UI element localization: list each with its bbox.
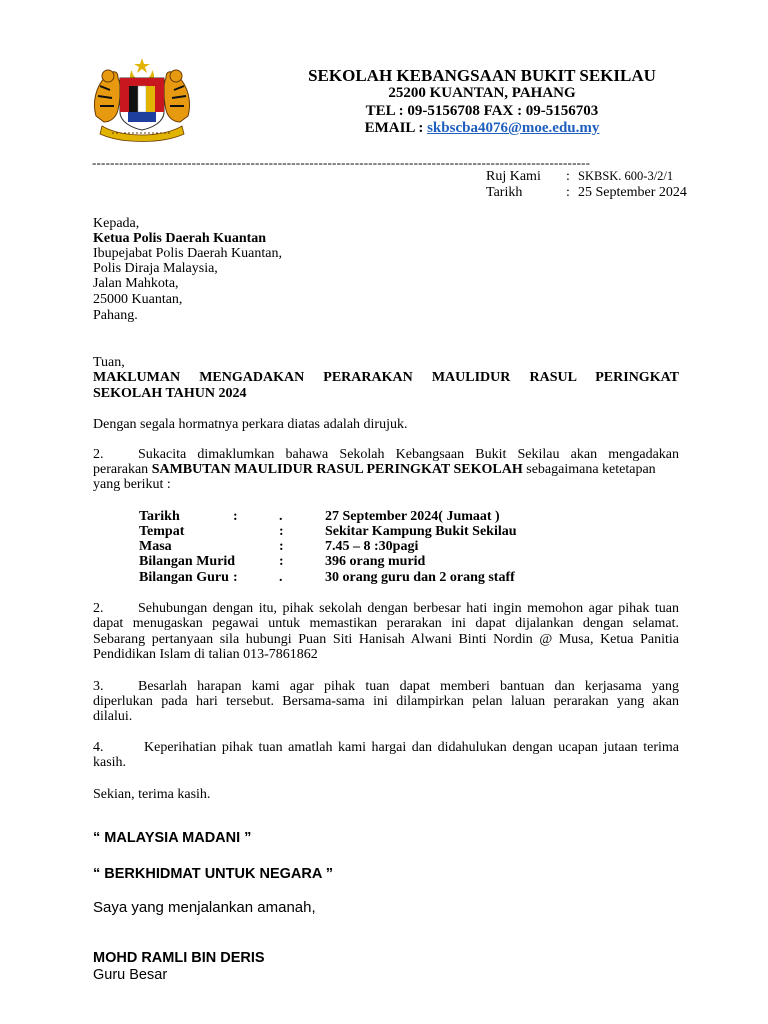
detail-separator: : xyxy=(279,554,284,569)
signer-title: Guru Besar xyxy=(93,967,168,983)
school-name: SEKOLAH KEBANGSAAN BUKIT SEKILAU xyxy=(308,66,656,85)
detail-label: Masa xyxy=(139,539,172,554)
tarikh-colon: : xyxy=(566,185,570,200)
coat-of-arms-emblem xyxy=(88,56,196,144)
recipient-address-line: 25000 Kuantan, xyxy=(93,292,183,307)
recipient-title: Ketua Polis Daerah Kuantan xyxy=(93,231,267,246)
email-link[interactable]: skbscba4076@moe.edu.my xyxy=(427,120,600,136)
motto-berkhidmat: “ BERKHIDMAT UNTUK NEGARA ” xyxy=(93,866,334,882)
para-number: 3. xyxy=(93,679,104,694)
detail-label: Tempat xyxy=(139,524,185,539)
closing: Sekian, terima kasih. xyxy=(93,787,211,802)
reference-tarikh xyxy=(486,185,687,201)
school-address: 25200 KUANTAN, PAHANG xyxy=(388,85,576,101)
motto-malaysia-madani: “ MALAYSIA MADANI ” xyxy=(93,830,252,846)
recipient-address-line: Jalan Mahkota, xyxy=(93,276,179,291)
para-text: Sehubungan dengan itu, pihak sekolah dengan berbesar hati ingin memohon agar pihak tuan xyxy=(138,601,679,616)
para-3-line-1 xyxy=(93,601,679,617)
para-4-line-1 xyxy=(93,679,679,695)
tarikh-value: 25 September 2024 xyxy=(578,185,687,200)
para-4-line-2: diperlukan pada hari tersebut. Bersama-sama ini dilampirkan pelan laluan perarakan yang akan xyxy=(93,694,679,709)
ruj-colon: : xyxy=(566,169,570,184)
para-4-line-3: dilalui. xyxy=(93,709,133,724)
reference-ruj-kami xyxy=(486,169,673,185)
school-email-line xyxy=(200,120,764,137)
tarikh-label: Tarikh xyxy=(486,185,523,200)
signer-name: MOHD RAMLI BIN DERIS xyxy=(93,950,265,966)
para-5-line-1 xyxy=(93,740,679,756)
ruj-label: Ruj Kami xyxy=(486,169,541,184)
ruj-value: SKBSK. 600-3/2/1 xyxy=(578,169,674,183)
detail-value: 396 orang murid xyxy=(325,554,426,569)
para-number: 2. xyxy=(93,601,104,616)
email-label: EMAIL : xyxy=(364,120,428,136)
para-3-line-4: Pendidikan Islam di talian 013-7861862 xyxy=(93,647,318,662)
para-text: perarakan xyxy=(93,462,152,477)
school-tel-fax: TEL : 09-5156708 FAX : 09-5156703 xyxy=(365,103,599,119)
intro-paragraph: Dengan segala hormatnya perkara diatas adalah dirujuk. xyxy=(93,417,408,432)
para-number: 2. xyxy=(93,447,104,462)
recipient-greeting: Kepada, xyxy=(93,216,140,231)
detail-label: Tarikh : xyxy=(139,509,238,524)
event-name: SAMBUTAN MAULIDUR RASUL PERINGKAT SEKOLAH xyxy=(151,462,523,477)
recipient-address-line: Pahang. xyxy=(93,308,138,323)
detail-label: Bilangan Murid xyxy=(139,554,236,569)
para-text: Keperihatian pihak tuan amatlah kami hargai dan didahulukan dengan ucapan jutaan terima xyxy=(144,740,679,755)
para-text: sebagaimana ketetapan xyxy=(522,462,656,477)
subject-line-2: SEKOLAH TAHUN 2024 xyxy=(93,386,247,401)
detail-label: Bilangan Guru : xyxy=(139,570,238,585)
para-2-line-3: yang berikut : xyxy=(93,477,171,492)
para-2-line-1 xyxy=(93,447,679,463)
detail-separator: : xyxy=(279,524,284,539)
recipient-address-line: Ibupejabat Polis Daerah Kuantan, xyxy=(93,246,282,261)
detail-value: 7.45 – 8 :30pagi xyxy=(325,539,419,554)
detail-value: 30 orang guru dan 2 orang staff xyxy=(325,570,515,585)
salutation: Tuan, xyxy=(93,355,125,370)
subject-line-1: MAKLUMAN MENGADAKAN PERARAKAN MAULIDUR RASUL PERINGKAT xyxy=(93,370,679,385)
para-3-line-2: dapat menugaskan pegawai untuk memastikan perarakan ini dapat dijalankan dengan selamat. xyxy=(93,616,679,631)
header-divider: -------------------------------------------------------------------------------------------------------------- xyxy=(92,155,591,167)
para-3-line-3: Sebarang pertanyaan sila hubungi Puan Siti Hanisah Alwani Binti Nordin @ Musa, Ketua Panitia xyxy=(93,632,679,647)
para-text: Sukacita dimaklumkan bahawa Sekolah Kebangsaan Bukit Sekilau akan mengadakan xyxy=(138,447,679,462)
detail-value: 27 September 2024( Jumaat ) xyxy=(325,509,500,524)
para-number: 4. xyxy=(93,740,104,755)
recipient-address-line: Polis Diraja Malaysia, xyxy=(93,261,218,276)
detail-separator: . xyxy=(279,509,283,524)
detail-value: Sekitar Kampung Bukit Sekilau xyxy=(325,524,517,539)
para-2-line-2 xyxy=(93,462,679,478)
signoff: Saya yang menjalankan amanah, xyxy=(93,899,316,916)
para-text: Besarlah harapan kami agar pihak tuan dapat memberi bantuan dan kerjasama yang xyxy=(138,679,679,694)
detail-separator: : xyxy=(279,539,284,554)
para-5-line-2: kasih. xyxy=(93,755,127,770)
detail-separator: . xyxy=(279,570,283,585)
